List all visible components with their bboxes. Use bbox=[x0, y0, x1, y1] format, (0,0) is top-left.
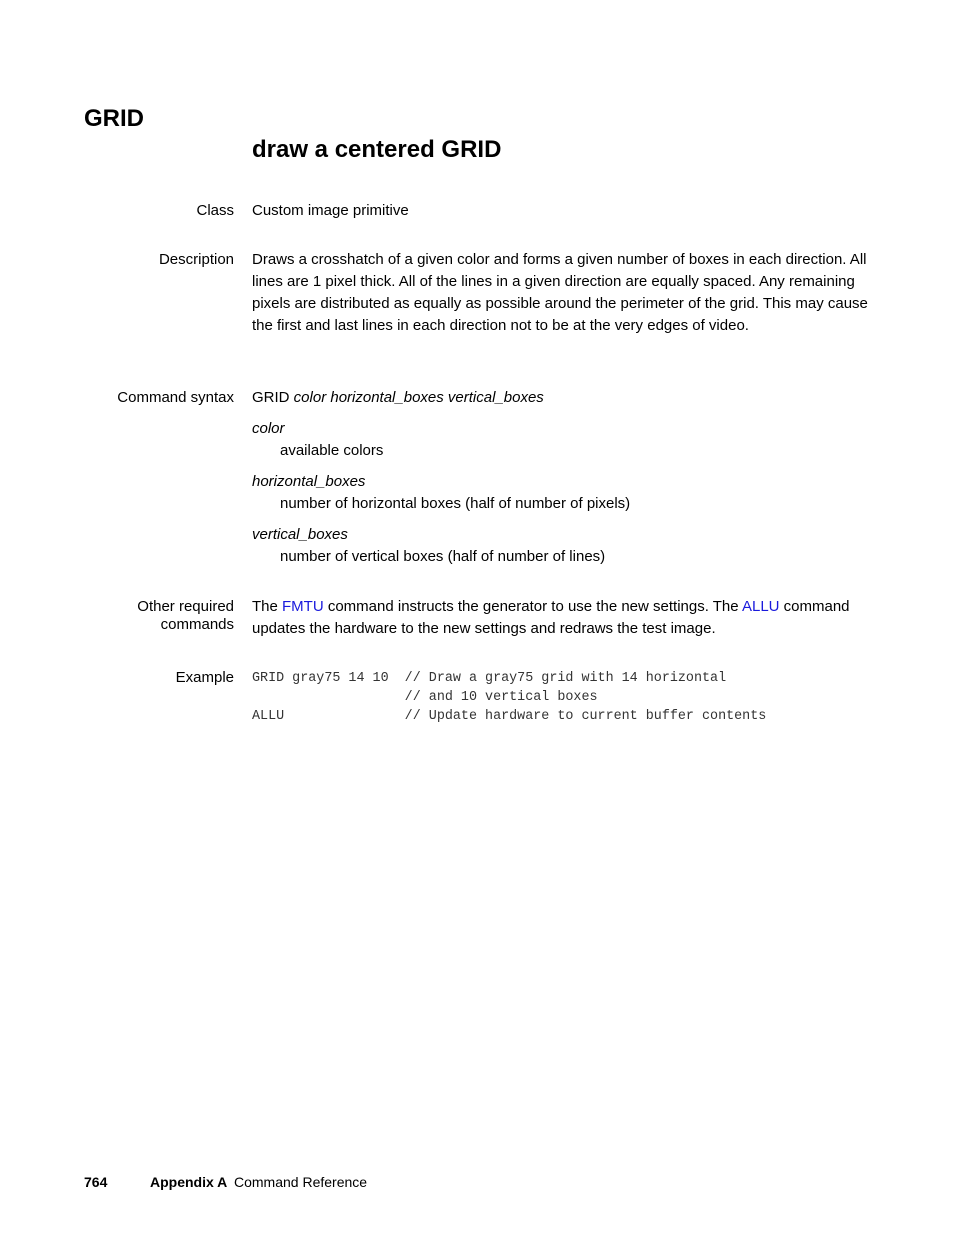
code-line: ALLU // Update hardware to current buffer contents bbox=[252, 709, 767, 724]
other-required-label-line2: commands bbox=[160, 616, 234, 633]
footer-section: Command Reference bbox=[234, 1174, 368, 1190]
param-vertical-boxes bbox=[252, 524, 872, 568]
example-label: Example bbox=[175, 669, 234, 686]
page-title: draw a centered GRID bbox=[252, 136, 502, 163]
param-name: vertical_boxes bbox=[252, 526, 348, 543]
page-number: 764 bbox=[84, 1174, 108, 1190]
class-value: Custom image primitive bbox=[252, 202, 409, 219]
footer-appendix: Appendix A bbox=[150, 1174, 228, 1190]
other-required-text-part: command updates the hardware to the new settings and redraws the test image. bbox=[252, 598, 850, 637]
other-required-text bbox=[252, 596, 872, 640]
code-line: GRID gray75 14 10 // Draw a gray75 grid with 14 horizontal bbox=[252, 671, 727, 686]
syntax-line bbox=[252, 387, 872, 409]
param-desc: number of horizontal boxes (half of number of pixels) bbox=[280, 495, 631, 512]
command-name-heading: GRID bbox=[84, 105, 144, 132]
description-text: Draws a crosshatch of a given color and forms a given number of boxes in each direction. All lines are 1 pixel thick. All of the lines in a given direction are equally spaced. Any remaining pixels are distributed as equally as possible around the perimeter of the grid. This may cause the first and last lines in each direction not to be at the very edges of video. bbox=[252, 251, 868, 334]
page-footer bbox=[84, 1174, 368, 1191]
other-required-text-part: command instructs the generator to use the new settings. The bbox=[323, 598, 742, 615]
param-name: horizontal_boxes bbox=[252, 473, 366, 490]
syntax-command: GRID bbox=[252, 389, 290, 406]
param-horizontal-boxes bbox=[252, 471, 872, 515]
syntax-label: Command syntax bbox=[117, 389, 234, 406]
syntax-params: color horizontal_boxes vertical_boxes bbox=[293, 389, 544, 406]
fmtu-link[interactable]: FMTU bbox=[282, 598, 324, 615]
param-color bbox=[252, 418, 872, 462]
class-label: Class bbox=[196, 202, 234, 219]
allu-link[interactable]: ALLU bbox=[741, 598, 780, 615]
param-desc: available colors bbox=[280, 442, 384, 459]
param-name: color bbox=[252, 420, 285, 437]
other-required-text-part: The bbox=[252, 598, 283, 615]
example-code bbox=[252, 669, 766, 726]
syntax-body bbox=[252, 387, 872, 568]
param-desc: number of vertical boxes (half of number of lines) bbox=[280, 548, 606, 565]
other-required-label-line1: Other required bbox=[137, 598, 234, 615]
other-required-label bbox=[137, 598, 234, 634]
description-label: Description bbox=[158, 251, 234, 268]
code-line: // and 10 vertical boxes bbox=[252, 690, 598, 705]
